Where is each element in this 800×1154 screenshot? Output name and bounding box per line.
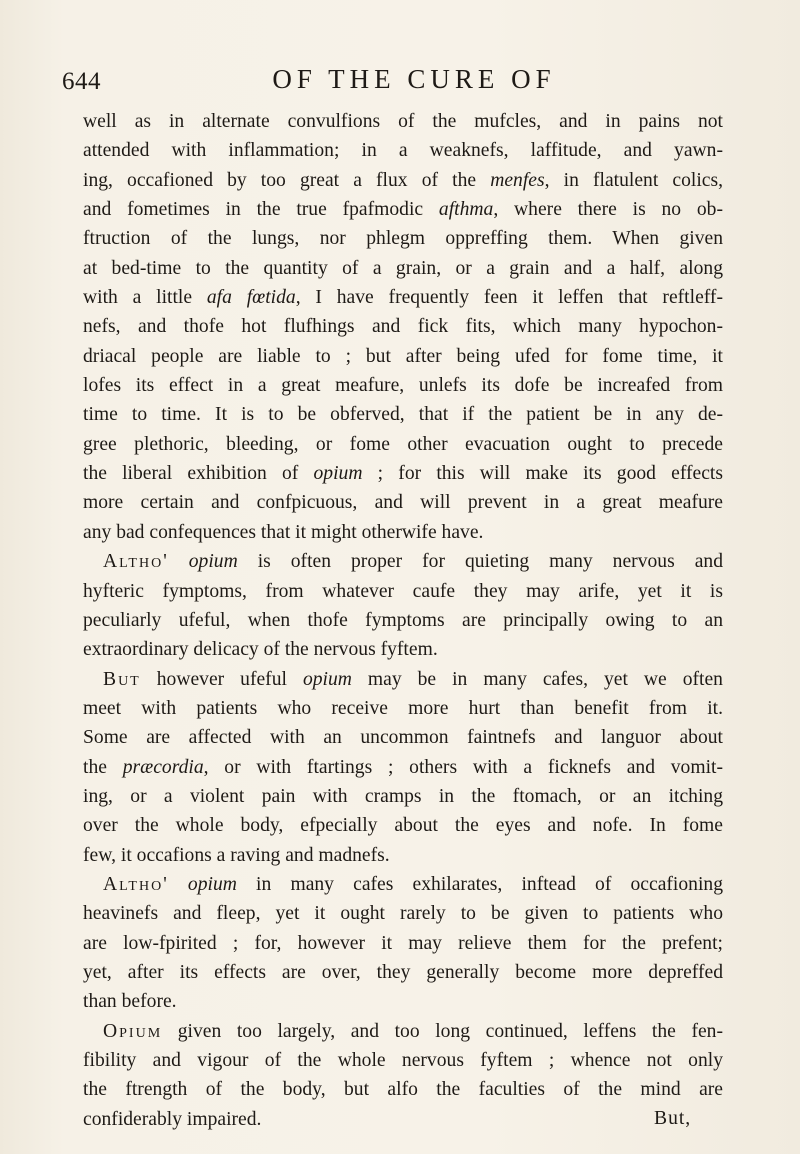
text-line — [83, 312, 723, 341]
text-run — [169, 551, 189, 572]
text-line — [83, 929, 723, 958]
text-run: , or with ftartings ; others with a ficknefs and vomit- — [203, 756, 723, 778]
text-run: ftruction of the lungs, nor phlegm oppreffing them. When given — [83, 228, 723, 250]
text-line — [83, 547, 723, 576]
text-run: with a little — [83, 287, 207, 309]
text-line — [83, 459, 723, 488]
paragraph-opening-word: But — [103, 668, 141, 690]
text-line — [83, 606, 723, 635]
text-run: however ufeful — [140, 668, 303, 690]
paragraph-opening-word: Altho' — [103, 551, 169, 573]
text-run: heavinefs and fleep, yet it ought rarely to be given to patients who — [83, 903, 723, 925]
text-run: are low-fpirited ; for, however it may relieve them for the prefent; — [83, 932, 723, 954]
text-line — [83, 958, 723, 987]
text-line — [83, 254, 723, 283]
text-run: over the whole body, efpecially about the eyes and nofe. In fome — [83, 815, 723, 837]
text-line — [83, 283, 723, 312]
text-run — [169, 874, 188, 895]
text-line — [83, 1075, 723, 1104]
text-line — [83, 430, 723, 459]
page-header — [0, 62, 800, 98]
text-run: given too largely, and too long continued, leffens the fen- — [162, 1020, 723, 1042]
text-line — [83, 811, 723, 840]
text-line — [83, 400, 723, 429]
text-line — [83, 782, 723, 811]
paragraph-opening-word: Opium — [103, 1020, 163, 1042]
text-run: , I have frequently feen it leffen that reftleff- — [295, 287, 723, 309]
text-run: attended with inflammation; in a weaknefs, laffitude, and yawn- — [83, 140, 723, 162]
paragraph — [83, 547, 723, 664]
text-run: than before. — [83, 991, 177, 1013]
text-line — [83, 195, 723, 224]
text-run: the — [83, 756, 123, 778]
italic-term: afa fœtida — [206, 287, 296, 309]
text-run: in many cafes exhilarates, inftead of occafioning — [236, 873, 723, 895]
text-run: confiderably impaired. — [83, 1108, 262, 1130]
text-run: ing, or a violent pain with cramps in the ftomach, or an itching — [83, 785, 723, 807]
italic-term: opium — [302, 668, 352, 690]
italic-term: opium — [313, 463, 363, 485]
text-line — [83, 166, 723, 195]
text-run: hyfteric fymptoms, from whatever caufe they may arife, yet it is — [83, 580, 723, 602]
text-line — [83, 224, 723, 253]
text-line — [83, 1017, 723, 1046]
text-run: is often proper for quieting many nervous and — [237, 551, 723, 573]
text-line — [83, 1046, 723, 1075]
text-line — [83, 753, 723, 782]
text-run: peculiarly ufeful, when thofe fymptoms are principally owing to an — [83, 609, 723, 631]
text-run: , in flatulent colics, — [544, 169, 723, 191]
body-text — [83, 107, 723, 1134]
text-line — [83, 841, 723, 870]
text-run: extraordinary delicacy of the nervous fyftem. — [83, 639, 438, 661]
text-run: meet with patients who receive more hurt than benefit from it. — [83, 697, 723, 719]
text-line — [83, 107, 723, 136]
text-run: , where there is no ob- — [493, 199, 723, 221]
text-line — [83, 342, 723, 371]
text-line — [83, 577, 723, 606]
catchword: But, — [654, 1108, 692, 1129]
text-run: may be in many cafes, yet we often — [351, 668, 723, 690]
text-line — [83, 694, 723, 723]
text-line — [83, 723, 723, 752]
text-run: any bad confequences that it might otherwife have. — [83, 521, 484, 543]
page-number: 644 — [62, 68, 101, 95]
text-run: Some are affected with an uncommon faintnefs and languor about — [83, 727, 723, 749]
text-run: the liberal exhibition of — [83, 463, 314, 485]
text-run: more certain and confpicuous, and will prevent in a great meafure — [83, 492, 723, 514]
running-head: OF THE CURE OF — [272, 64, 556, 94]
text-run: ; for this will make its good effects — [362, 463, 723, 485]
text-run: fibility and vigour of the whole nervous fyftem ; whence not only — [83, 1050, 723, 1071]
text-run: few, it occafions a raving and madnefs. — [83, 844, 390, 866]
paragraph-opening-word: Altho' — [103, 873, 169, 895]
text-run: gree plethoric, bleeding, or fome other evacuation ought to precede — [83, 433, 723, 455]
text-run: lofes its effect in a great meafure, unlefs its dofe be increafed from — [83, 375, 723, 397]
paragraph — [83, 1017, 723, 1134]
text-run: ing, occafioned by too great a flux of the — [83, 169, 491, 191]
text-line — [83, 899, 723, 928]
text-line — [83, 518, 723, 547]
italic-term: opium — [188, 551, 238, 573]
text-line — [83, 665, 723, 694]
italic-term: præcordia — [122, 756, 204, 778]
text-run: and fometimes in the true fpafmodic — [83, 199, 439, 221]
text-line — [83, 371, 723, 400]
text-run: well as in alternate convulfions of the mufcles, and in pains not — [83, 111, 723, 132]
text-run: nefs, and thofe hot flufhings and fick fits, which many hypochon- — [83, 316, 723, 338]
text-line — [83, 488, 723, 517]
text-run: time to time. It is to be obferved, that if the patient be in any de- — [83, 404, 723, 426]
text-line — [83, 1105, 723, 1134]
text-run: at bed-time to the quantity of a grain, or a grain and a half, along — [83, 257, 723, 279]
text-run: driacal people are liable to ; but after being ufed for fome time, it — [83, 345, 723, 367]
text-line — [83, 870, 723, 899]
paragraph — [83, 665, 723, 870]
text-run: the ftrength of the body, but alfo the faculties of the mind are — [83, 1079, 723, 1101]
italic-term: afthma — [438, 199, 494, 221]
italic-term: menfes — [490, 169, 545, 191]
text-line — [83, 635, 723, 664]
paragraph — [83, 107, 723, 547]
paragraph — [83, 870, 723, 1017]
text-line — [83, 136, 723, 165]
text-run: yet, after its effects are over, they generally become more depreffed — [83, 961, 723, 983]
italic-term: opium — [187, 873, 237, 895]
text-line — [83, 987, 723, 1016]
